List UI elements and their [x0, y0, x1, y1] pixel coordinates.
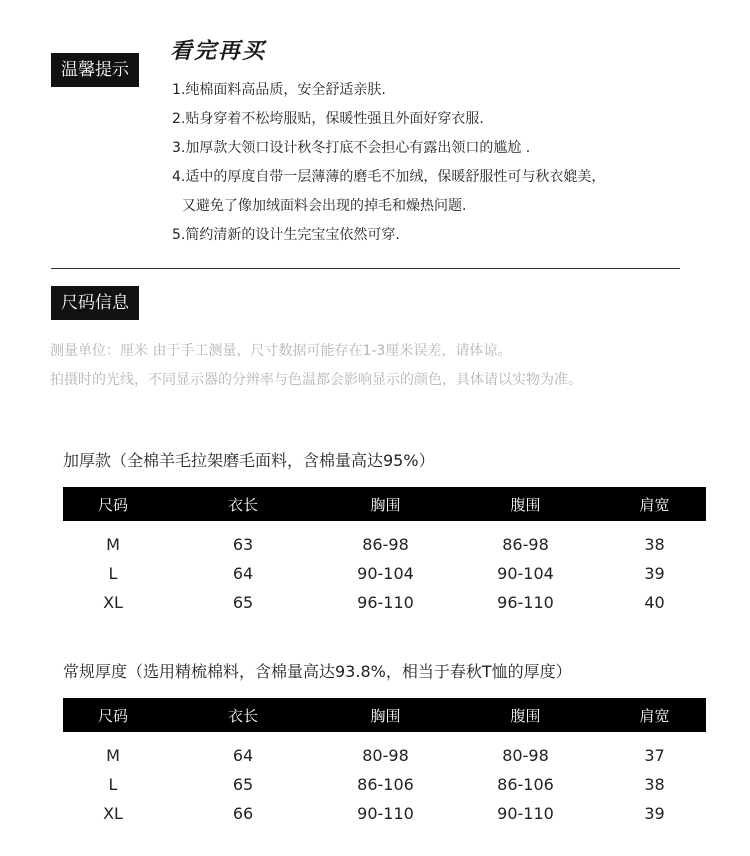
thick-size-table: [63, 487, 706, 617]
cell-size: L: [108, 775, 118, 794]
tip-item-3: 3.加厚款大领口设计秋冬打底不会担心有露出领口的尴尬 .: [172, 140, 531, 156]
cell-chest: 86-98: [362, 535, 409, 554]
tip-item-1: 1.纯棉面料高品质，安全舒适亲肤.: [172, 82, 386, 98]
table-row: [63, 588, 706, 617]
header-size: 尺码: [97, 706, 128, 725]
color-note: 拍摄时的光线，不同显示器的分辨率与色温都会影响显示的颜色，具体请以实物为准。: [50, 372, 582, 388]
section-divider: [51, 268, 680, 269]
header-chest: 胸围: [370, 706, 401, 725]
cell-length: 65: [232, 775, 254, 794]
cell-size: M: [106, 746, 120, 765]
cell-chest: 90-104: [357, 564, 414, 583]
cell-shoulder: 37: [644, 746, 665, 765]
regular-size-table: [63, 698, 706, 828]
tips-list: [172, 76, 605, 250]
cell-waist: 96-110: [497, 593, 554, 612]
regular-table-title: 常规厚度（选用精梳棉料，含棉量高达93.8%，相当于春秋T恤的厚度）: [63, 662, 572, 681]
cell-shoulder: 40: [644, 593, 665, 612]
measurement-note: 测量单位：厘米 由于手工测量，尺寸数据可能存在1-3厘米误差，请体谅。: [50, 343, 512, 359]
tips-badge: 温馨提示: [51, 53, 139, 87]
tip-item-4: 4.适中的厚度自带一层薄薄的磨毛不加绒，保暖舒服性可与秋衣媲美，: [172, 169, 606, 185]
cell-chest: 86-106: [357, 775, 414, 794]
table-row: [63, 530, 706, 559]
cell-length: 65: [232, 593, 254, 612]
cell-size: XL: [103, 804, 123, 823]
tip-item-4-continued: 又避免了像加绒面料会出现的掉毛和燥热问题.: [182, 198, 467, 214]
header-length: 衣长: [227, 706, 258, 725]
table-header: [63, 698, 706, 732]
table-row: [63, 799, 706, 828]
header-shoulder: 肩宽: [639, 495, 670, 514]
cell-chest: 90-110: [357, 804, 414, 823]
cell-waist: 90-110: [497, 804, 554, 823]
header-waist: 腹围: [510, 706, 541, 725]
header-shoulder: 肩宽: [639, 706, 670, 725]
table-row: [63, 770, 706, 799]
cell-shoulder: 39: [644, 804, 665, 823]
thick-table-title: 加厚款（全棉羊毛拉架磨毛面料，含棉量高达95%）: [63, 451, 435, 470]
tip-item-5: 5.简约清新的设计生完宝宝依然可穿.: [172, 227, 400, 243]
cell-size: L: [108, 564, 118, 583]
cell-waist: 80-98: [502, 746, 549, 765]
table-header: [63, 487, 706, 521]
cell-length: 64: [232, 746, 254, 765]
header-chest: 胸围: [370, 495, 401, 514]
cell-chest: 96-110: [357, 593, 414, 612]
size-info-badge: 尺码信息: [51, 286, 139, 320]
header-waist: 腹围: [510, 495, 541, 514]
cell-length: 66: [232, 804, 254, 823]
header-size: 尺码: [97, 495, 128, 514]
cell-size: XL: [103, 593, 123, 612]
cell-length: 63: [232, 535, 254, 554]
tip-item-2: 2.贴身穿着不松垮服贴，保暖性强且外面好穿衣服.: [172, 111, 484, 127]
cell-shoulder: 39: [644, 564, 665, 583]
cell-waist: 86-98: [502, 535, 549, 554]
header-length: 衣长: [227, 495, 258, 514]
cell-size: M: [106, 535, 120, 554]
cell-waist: 90-104: [497, 564, 554, 583]
cell-shoulder: 38: [644, 535, 665, 554]
table-row: [63, 741, 706, 770]
cell-chest: 80-98: [362, 746, 409, 765]
cell-shoulder: 38: [644, 775, 665, 794]
table-row: [63, 559, 706, 588]
cell-waist: 86-106: [497, 775, 554, 794]
cell-length: 64: [232, 564, 254, 583]
tips-heading: 看完再买: [170, 39, 267, 64]
